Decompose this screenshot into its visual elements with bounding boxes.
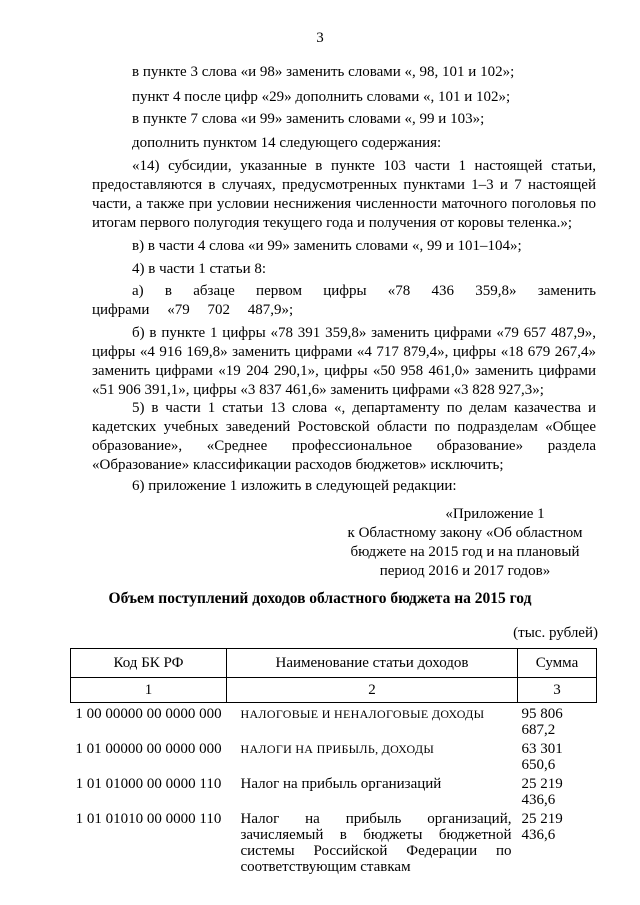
paragraph-8: а) в абзаце первом цифры «78 436 359,8» заменить цифрами «79 702 487,9»; — [92, 283, 596, 318]
row-name: НАЛОГОВЫЕ И НЕНАЛОГОВЫЕ ДОХОДЫ — [240, 707, 485, 721]
row-code: 1 01 01000 00 0000 110 — [75, 776, 222, 792]
paragraph-10: 5) в части 1 статьи 13 слова «, департаменту по делам казачества и кадетских учебных заведений Ростовской области по подразделам «Общее образование», «Среднее профессиональное образование» раздела «Образование» классификации расходов бюджетов» исключить; — [92, 400, 596, 473]
table-row — [71, 808, 597, 875]
appendix-line-2: к Областному закону «Об областном бюджете на 2015 год и на плановый период 2016 и 2017 годов» — [347, 525, 583, 579]
paragraph-11: 6) приложение 1 изложить в следующей редакции: — [132, 478, 457, 494]
table-header-row — [71, 649, 597, 678]
appendix-block — [330, 505, 600, 581]
row-sum: 25 219 436,6 — [521, 776, 563, 808]
revenue-table — [70, 648, 597, 875]
paragraph-9: б) в пункте 1 цифры «78 391 359,8» заменить цифрами «79 657 487,9», цифры «4 916 169,8» заменить цифрами «4 717 879,4», цифры «18 679 267,4» заменить цифрами «19 204 290,1», цифры «50 958 461,0» заменить цифрами «51 906 391,1», цифры «3 837 461,6» заменить цифрами «3 828 927,3»; — [92, 325, 596, 398]
row-code: 1 01 01010 00 0000 110 — [75, 811, 222, 827]
paragraph-7: 4) в части 1 статьи 8: — [132, 261, 267, 277]
row-code: 1 01 00000 00 0000 000 — [75, 741, 222, 757]
col-number-2: 2 — [227, 678, 518, 703]
table-row — [71, 703, 597, 739]
table-title: Объем поступлений доходов областного бюджета на 2015 год — [108, 590, 532, 607]
row-sum: 63 301 650,6 — [521, 741, 563, 773]
col-number-1: 1 — [71, 678, 227, 703]
header-sum: Сумма — [518, 649, 597, 678]
row-name: Налог на прибыль организаций — [240, 776, 442, 792]
table-row — [71, 738, 597, 773]
row-sum: 25 219 436,6 — [521, 811, 563, 843]
table-row — [71, 773, 597, 808]
row-name: Налог на прибыль организаций, зачисляемый в бюджеты бюджетной системы Российской Федерации по соответствующим ставкам — [240, 811, 512, 875]
paragraph-4: дополнить пунктом 14 следующего содержания: — [132, 135, 442, 151]
row-code: 1 00 00000 00 0000 000 — [75, 706, 222, 722]
page-number: 3 — [316, 30, 324, 46]
units-label: (тыс. рублей) — [513, 625, 598, 641]
row-name: НАЛОГИ НА ПРИБЫЛЬ, ДОХОДЫ — [240, 742, 435, 756]
paragraph-6: в) в части 4 слова «и 99» заменить словами «, 99 и 101–104»; — [132, 238, 522, 254]
column-number-row — [71, 678, 597, 703]
col-number-3: 3 — [518, 678, 597, 703]
header-name: Наименование статьи доходов — [227, 649, 518, 678]
paragraph-2: пункт 4 после цифр «29» дополнить словами «, 101 и 102»; — [132, 89, 511, 105]
paragraph-1: в пункте 3 слова «и 98» заменить словами «, 98, 101 и 102»; — [132, 64, 515, 80]
row-sum: 95 806 687,2 — [521, 706, 563, 738]
paragraph-3: в пункте 7 слова «и 99» заменить словами «, 99 и 103»; — [132, 111, 485, 127]
appendix-line-1: «Приложение 1 — [445, 506, 545, 522]
header-code: Код БК РФ — [71, 649, 227, 678]
paragraph-5: «14) субсидии, указанные в пункте 103 части 1 настоящей статьи, предоставляются в случаях, предусмотренных пунктами 1–3 и 7 настоящей части, а также при условии неснижения численности маточного поголовья по итогам первого полугодия текущего года и получения от коровы теленка.»; — [92, 158, 596, 231]
